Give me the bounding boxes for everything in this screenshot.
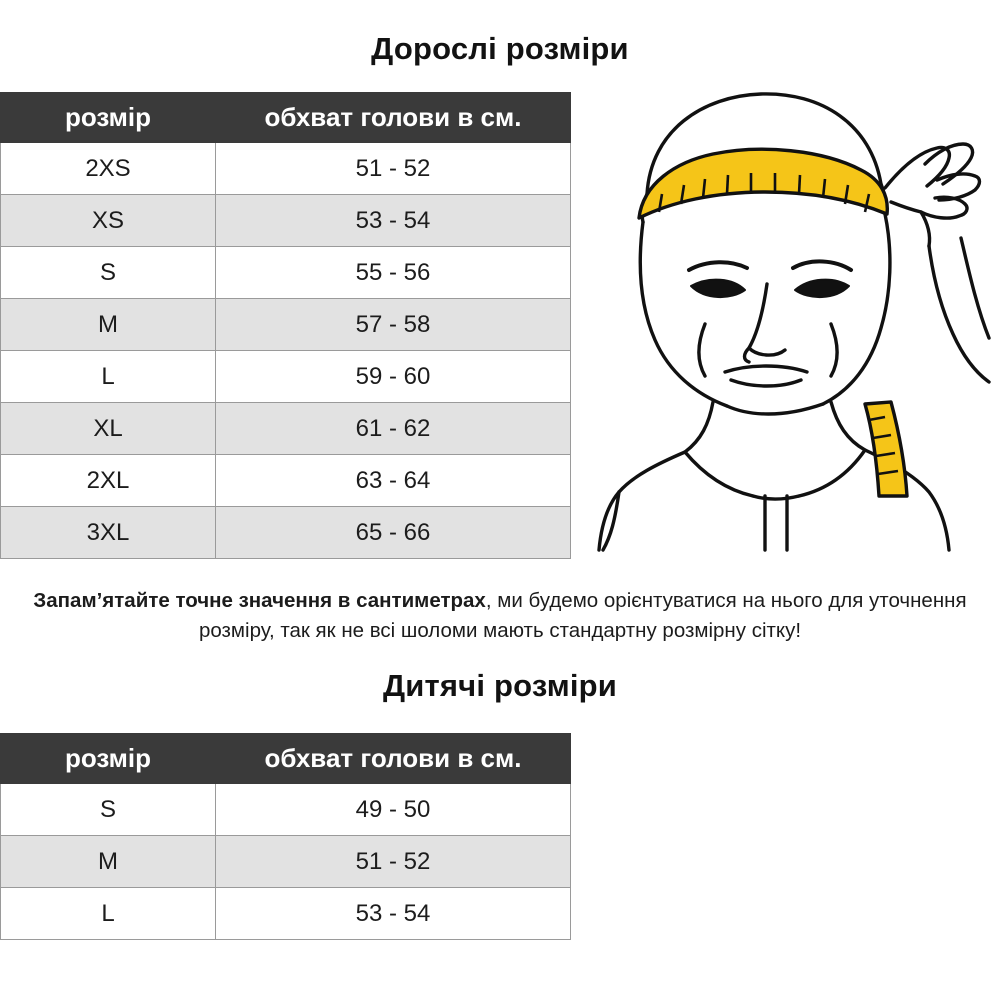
- table-row: [1, 403, 571, 455]
- table-row: [1, 247, 571, 299]
- cell-circumference: 57 - 58: [216, 299, 571, 351]
- table-row: [1, 455, 571, 507]
- table-row: [1, 299, 571, 351]
- cell-size: 3XL: [1, 507, 216, 559]
- column-header-circumference: обхват голови в см.: [216, 734, 571, 784]
- table-row: [1, 143, 571, 195]
- cell-circumference: 55 - 56: [216, 247, 571, 299]
- cell-circumference: 51 - 52: [216, 143, 571, 195]
- cell-size: XL: [1, 403, 216, 455]
- cell-size: L: [1, 351, 216, 403]
- column-header-circumference: обхват голови в см.: [216, 93, 571, 143]
- table-header-row: [1, 734, 571, 784]
- cell-circumference: 53 - 54: [216, 195, 571, 247]
- cell-size: 2XS: [1, 143, 216, 195]
- cell-size: S: [1, 784, 216, 836]
- cell-circumference: 53 - 54: [216, 888, 571, 940]
- cell-size: 2XL: [1, 455, 216, 507]
- kids-size-table: [0, 733, 571, 940]
- table-row: [1, 836, 571, 888]
- head-measurement-illustration: [585, 72, 1000, 572]
- kids-sizes-title: Дитячі розміри: [382, 668, 618, 703]
- column-header-size: розмір: [1, 734, 216, 784]
- cell-circumference: 63 - 64: [216, 455, 571, 507]
- table-header-row: [1, 93, 571, 143]
- measuring-tape-icon: [639, 149, 907, 496]
- cell-circumference: 49 - 50: [216, 784, 571, 836]
- cell-size: S: [1, 247, 216, 299]
- column-header-size: розмір: [1, 93, 216, 143]
- note-bold-text: Запам’ятайте точне значення в сантиметрах: [33, 589, 486, 612]
- table-row: [1, 351, 571, 403]
- cell-size: L: [1, 888, 216, 940]
- measurement-note: [20, 586, 980, 646]
- table-row: [1, 784, 571, 836]
- note-rest-text: , ми будемо орієнтуватися на нього для уточнення розміру, так як не всі шоломи мають стандартну розмірну сітку!: [198, 589, 967, 642]
- cell-size: M: [1, 299, 216, 351]
- cell-circumference: 51 - 52: [216, 836, 571, 888]
- table-row: [1, 507, 571, 559]
- cell-circumference: 65 - 66: [216, 507, 571, 559]
- cell-size: M: [1, 836, 216, 888]
- cell-circumference: 59 - 60: [216, 351, 571, 403]
- head-measurement-drawing: [585, 72, 1000, 572]
- cell-size: XS: [1, 195, 216, 247]
- cell-circumference: 61 - 62: [216, 403, 571, 455]
- adult-size-table: [0, 92, 571, 559]
- table-row: [1, 888, 571, 940]
- adult-sizes-title: Дорослі розміри: [371, 31, 629, 66]
- table-row: [1, 195, 571, 247]
